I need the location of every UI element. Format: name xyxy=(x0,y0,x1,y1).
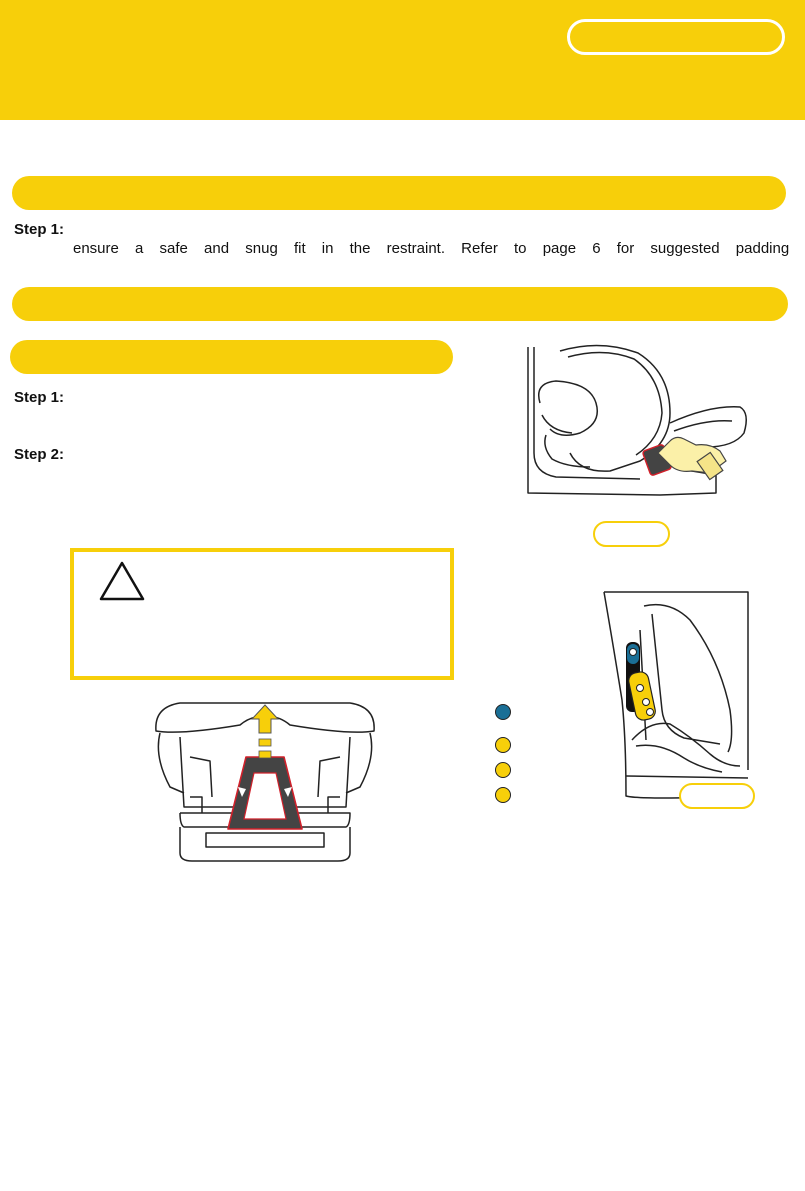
car-seat-front-illustration xyxy=(150,697,380,865)
legend-dot-yellow-3 xyxy=(495,787,511,803)
caption-pill-1 xyxy=(593,521,670,547)
section2-step1-label: Step 1: xyxy=(14,389,65,406)
section1-step1-text: ensure a safe and snug fit in the restraint. Refer to page 6 for suggested padding xyxy=(73,240,790,257)
caption-pill-2 xyxy=(679,783,755,809)
section-bar-1 xyxy=(12,176,786,210)
subsection-bar xyxy=(10,340,453,374)
section-bar-2 xyxy=(12,287,788,321)
legend-dot-yellow-2 xyxy=(495,762,511,778)
car-seat-hand-illustration xyxy=(520,343,752,501)
legend-dot-yellow-1 xyxy=(495,737,511,753)
section1-step1-label: Step 1: xyxy=(14,221,65,238)
car-seat-side-illustration xyxy=(600,590,750,802)
header-label-pill xyxy=(567,19,785,55)
warning-triangle-icon xyxy=(98,560,146,602)
header-band xyxy=(0,0,805,120)
legend-dot-blue xyxy=(495,704,511,720)
section2-step2-label: Step 2: xyxy=(14,446,65,463)
